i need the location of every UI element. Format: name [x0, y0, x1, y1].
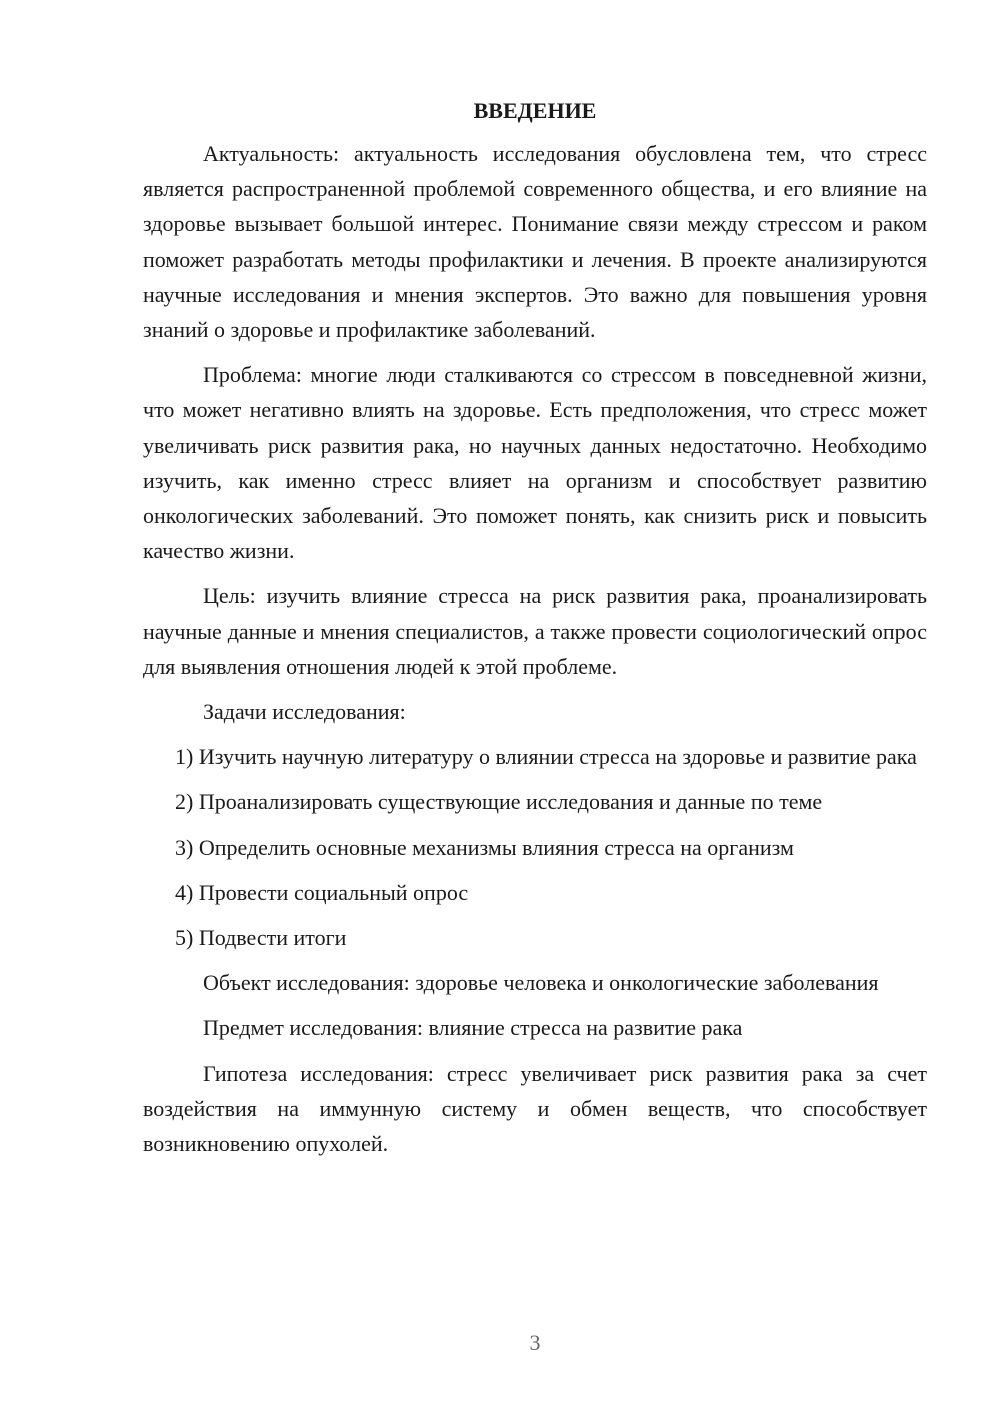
list-item: 5) Подвести итоги [175, 925, 347, 951]
list-item: 2) Проанализировать существующие исследования и данные по теме [175, 789, 823, 815]
list-item: 4) Провести социальный опрос [175, 879, 469, 905]
page-number: 3 [529, 1330, 541, 1355]
problem-paragraph: Проблема: многие люди сталкиваются со стрессом в повседневной жизни, что может негативно влиять на здоровье. Есть предположения, что стресс может увеличивать риск развития рака, но научных данных недостаточно. Необходимо изучить, как именно стресс влияет на организм и способствует развитию онкологических заболеваний. Это поможет понять, как снизить риск и повысить качество жизни. [143, 362, 927, 564]
hypothesis-paragraph: Гипотеза исследования: стресс увеличивает риск развития рака за счет воздействия на иммунную систему и обмен веществ, что способствует возникновению опухолей. [143, 1060, 927, 1157]
list-item: 3) Определить основные механизмы влияния стресса на организм [175, 834, 794, 860]
object-paragraph: Объект исследования: здоровье человека и онкологические заболевания [203, 970, 879, 996]
subject-paragraph: Предмет исследования: влияние стресса на развитие рака [203, 1015, 743, 1041]
document-page [143, 93, 927, 1161]
tasks-heading: Задачи исследования: [203, 699, 406, 725]
goal-paragraph: Цель: изучить влияние стресса на риск развития рака, проанализировать научные данные и мнения специалистов, а также провести социологический опрос для выявления отношения людей к этой проблеме. [143, 583, 927, 679]
list-item: 1) Изучить научную литературу о влиянии стресса на здоровье и развитие рака [175, 744, 917, 770]
page-title: ВВЕДЕНИЕ [473, 98, 597, 123]
relevance-paragraph: Актуальность: актуальность исследования обусловлена тем, что стресс является распространенной проблемой современного общества, и его влияние на здоровье вызывает большой интерес. Понимание связи между стрессом и раком поможет разработать методы профилактики и лечения. В проекте анализируются научные исследования и мнения экспертов. Это важно для повышения уровня знаний о здоровье и профилактике заболеваний. [143, 141, 927, 343]
